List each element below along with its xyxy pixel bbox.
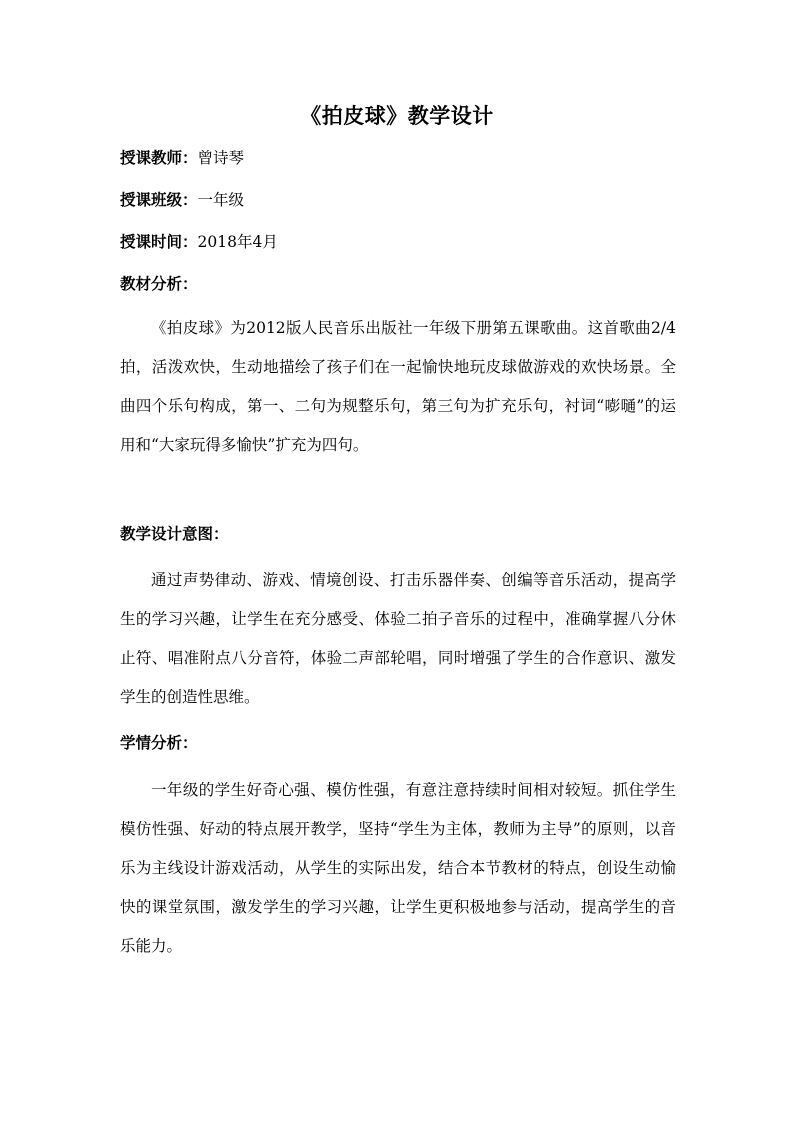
class-line	[120, 188, 244, 212]
section-body-design-intent: 通过声势律动、游戏、情境创设、打击乐器伴奏、创编等音乐活动，提高学生的学习兴趣，让学生在充分感受、体验二拍子音乐的过程中，准确掌握八分休止符、唱准附点八分音符，体验二声部轮唱，同时增强了学生的合作意识、激发学生的创造性思维。	[120, 571, 676, 706]
section-body-textbook-analysis: 《拍皮球》为2012版人民音乐出版社一年级下册第五课歌曲。这首歌曲2/4拍，活泼欢快，生动地描绘了孩子们在一起愉快地玩皮球做游戏的欢快场景。全曲四个乐句构成，第一、二句为规整乐句，第三句为扩充乐句，衬词“嘭嗵”的运用和“大家玩得多愉快”扩充为四句。	[120, 319, 676, 454]
time-line	[120, 230, 278, 254]
section-body-student-analysis: 一年级的学生好奇心强、模仿性强，有意注意持续时间相对较短。抓住学生模仿性强、好动的特点展开教学，坚持“学生为主体，教师为主导”的原则，以音乐为主线设计游戏活动，从学生的实际出发，结合本节教材的特点，创设生动愉快的课堂氛围，激发学生的学习兴趣，让学生更积极地参与活动，提高学生的音乐能力。	[120, 781, 676, 955]
teacher-line	[120, 146, 244, 170]
document-title: 《拍皮球》教学设计	[300, 103, 494, 128]
section-heading-design-intent: 教学设计意图：	[120, 524, 229, 543]
class-value: 一年级	[197, 191, 245, 209]
time-value: 2018年4月	[197, 233, 278, 251]
teacher-value: 曾诗琴	[197, 149, 245, 167]
section-heading-student-analysis: 学情分析：	[120, 733, 198, 752]
teacher-label: 授课教师：	[120, 148, 198, 167]
time-label: 授课时间：	[120, 232, 198, 251]
class-label: 授课班级：	[120, 190, 198, 209]
section-heading-textbook-analysis: 教材分析：	[120, 274, 198, 293]
